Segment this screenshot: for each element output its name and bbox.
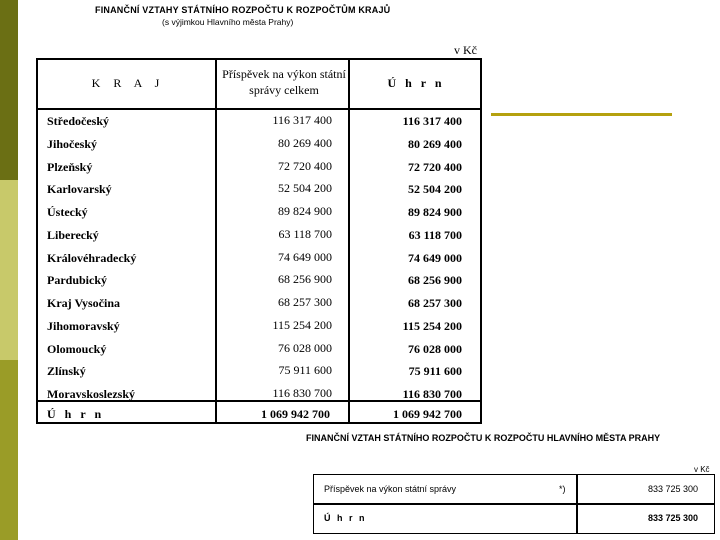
prague-prispevek-label: Příspěvek na výkon státní správy (324, 484, 457, 494)
prague-prispevek-value: 833 725 300 (647, 484, 698, 494)
uhrn-value: 116 317 400 (402, 114, 462, 128)
region-name: Pardubický (47, 273, 108, 288)
region-name: Kraj Vysočina (47, 296, 121, 310)
region-name: Ústecký (47, 205, 88, 219)
uhrn-value: 68 257 300 (408, 296, 462, 310)
region-name: Jihočeský (47, 136, 98, 151)
uhrn-value: 116 830 700 (402, 387, 462, 401)
uhrn-value: 115 254 200 (402, 318, 462, 333)
prispevek-value: 115 254 200 (272, 317, 332, 332)
prispevek-value: 68 256 900 (278, 272, 332, 287)
table-row (38, 133, 480, 156)
region-name: Jihomoravský (47, 318, 120, 333)
prague-total-value: 833 725 300 (647, 513, 698, 523)
uhrn-value: 74 649 000 (408, 250, 462, 265)
table1-unit: v Kč (454, 43, 477, 57)
uhrn-value: 75 911 600 (408, 364, 462, 379)
header-kraj: K R A J (91, 76, 165, 90)
region-name: Liberecký (47, 227, 99, 242)
uhrn-value: 63 118 700 (408, 227, 462, 242)
table-row (38, 338, 480, 361)
table-row (38, 156, 480, 179)
table1-title: FINANČNÍ VZTAHY STÁTNÍHO ROZPOČTU K ROZPOČTŮM KRAJŮ (95, 5, 391, 15)
region-name: Královéhradecký (47, 250, 137, 265)
prispevek-value: 72 720 400 (278, 158, 332, 173)
uhrn-value: 80 269 400 (408, 136, 462, 151)
region-name: Olomoucký (47, 341, 107, 356)
decor-bar-middle (0, 180, 18, 360)
table-row (38, 224, 480, 247)
total-label: Ú h r n (47, 407, 105, 421)
header-prispevek: Příspěvek na výkon státní správy celkem (222, 67, 346, 97)
prispevek-value: 75 911 600 (278, 363, 332, 378)
prispevek-value: 74 649 000 (278, 249, 332, 264)
prague-total-label: Ú h r n (324, 513, 367, 523)
regions-table (36, 58, 482, 424)
region-name: Karlovarský (47, 182, 112, 197)
uhrn-value: 52 504 200 (408, 182, 462, 197)
region-name: Moravskoslezský (47, 387, 135, 401)
row-divider (314, 503, 714, 505)
prague-table (313, 474, 715, 534)
region-name: Plzeňský (47, 159, 93, 174)
decor-bar-bottom (0, 360, 18, 540)
accent-line (491, 113, 672, 116)
prispevek-value: 116 317 400 (272, 113, 332, 127)
uhrn-value: 72 720 400 (408, 159, 462, 174)
total-row (38, 404, 480, 424)
prispevek-value: 68 257 300 (278, 295, 332, 309)
prispevek-value: 52 504 200 (278, 181, 332, 196)
header-uhrn: Ú h r n (387, 76, 445, 90)
table-row (38, 247, 480, 270)
region-name: Zlínský (47, 364, 86, 379)
decor-bar-top (0, 0, 18, 180)
table-row (38, 383, 480, 406)
uhrn-value: 76 028 000 (408, 341, 462, 356)
total-prispevek: 1 069 942 700 (261, 407, 330, 421)
table-row (38, 360, 480, 383)
table-row (38, 178, 480, 201)
uhrn-value: 68 256 900 (408, 273, 462, 288)
table-row (38, 269, 480, 292)
prispevek-value: 63 118 700 (278, 226, 332, 241)
total-uhrn: 1 069 942 700 (393, 407, 462, 421)
region-name: Středočeský (47, 114, 109, 128)
prague-footnote-mark: *) (559, 484, 566, 494)
prispevek-value: 116 830 700 (272, 386, 332, 400)
table-row (38, 201, 480, 224)
prispevek-value: 89 824 900 (278, 204, 332, 218)
table-row (38, 110, 480, 133)
prispevek-value: 76 028 000 (278, 340, 332, 355)
uhrn-value: 89 824 900 (408, 205, 462, 219)
table1-subtitle: (s výjimkou Hlavního města Prahy) (162, 17, 294, 27)
table-row (38, 292, 480, 315)
prispevek-value: 80 269 400 (278, 135, 332, 150)
table2-unit: v Kč (694, 465, 710, 474)
table-row (38, 315, 480, 338)
table2-title: FINANČNÍ VZTAH STÁTNÍHO ROZPOČTU K ROZPOČTU HLAVNÍHO MĚSTA PRAHY (306, 433, 661, 443)
